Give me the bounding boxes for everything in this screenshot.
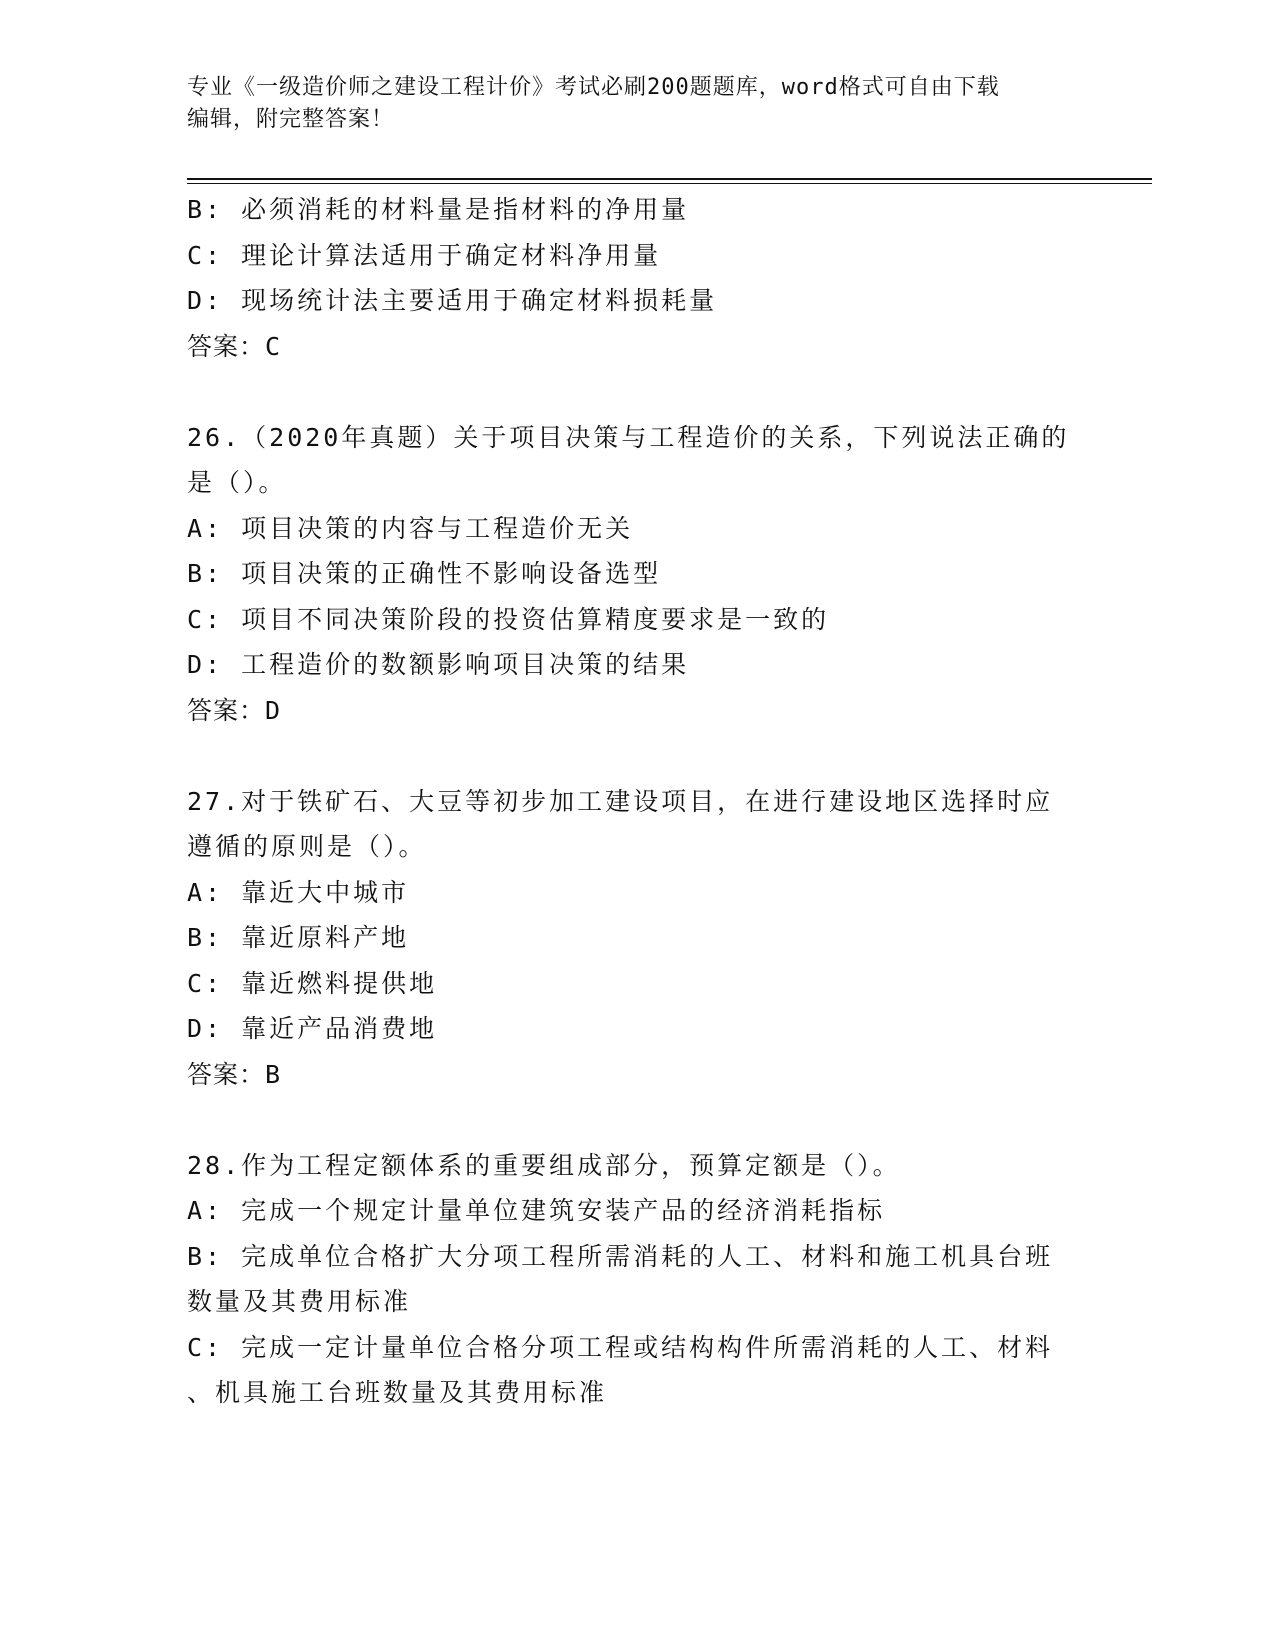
question-content [187, 187, 1087, 1416]
header-line-2: 编辑，附完整答案！ [187, 107, 395, 132]
header-divider-thick [187, 178, 1152, 180]
q27-option-a: A: 靠近大中城市 [187, 877, 410, 907]
q26-stem-line-2: 是（）。 [187, 468, 287, 497]
question-27 [187, 779, 1087, 1098]
q26-option-a: A: 项目决策的内容与工程造价无关 [187, 513, 634, 543]
q26-option-b: B: 项目决策的正确性不影响设备选型 [187, 559, 662, 588]
q28-option-b-line-2: 数量及其费用标准 [187, 1287, 412, 1316]
q28-option-c-line-2: 、机具施工台班数量及其费用标准 [187, 1378, 608, 1407]
q27-option-b: B: 靠近原料产地 [187, 923, 410, 952]
question-26 [187, 415, 1087, 734]
q25-option-c: C: 理论计算法适用于确定材料净用量 [187, 240, 662, 270]
q25-option-d: D: 现场统计法主要适用于确定材料损耗量 [187, 286, 718, 315]
q28-stem-line-1: 28.作为工程定额体系的重要组成部分，预算定额是（）。 [187, 1150, 901, 1180]
q27-option-c: C: 靠近燃料提供地 [187, 968, 438, 998]
q26-stem-line-1: 26.（2020年真题）关于项目决策与工程造价的关系，下列说法正确的 [187, 422, 1070, 452]
spacer [187, 1097, 1087, 1143]
header-divider-thin [187, 183, 1152, 184]
q25-answer: 答案：C [187, 331, 282, 361]
q28-option-b-line-1: B: 完成单位合格扩大分项工程所需消耗的人工、材料和施工机具台班 [187, 1241, 1054, 1271]
spacer [187, 733, 1087, 779]
document-header [187, 72, 1087, 136]
question-28 [187, 1143, 1087, 1416]
q25-option-b: B: 必须消耗的材料量是指材料的净用量 [187, 195, 690, 224]
q28-option-c-line-1: C: 完成一定计量单位合格分项工程或结构构件所需消耗的人工、材料 [187, 1332, 1054, 1362]
header-line-1: 专业《一级造价师之建设工程计价》考试必刷200题题库，word格式可自由下载 [187, 75, 1000, 100]
q26-option-d: D: 工程造价的数额影响项目决策的结果 [187, 650, 690, 679]
q27-stem-line-1: 27.对于铁矿石、大豆等初步加工建设项目，在进行建设地区选择时应 [187, 786, 1054, 816]
q26-option-c: C: 项目不同决策阶段的投资估算精度要求是一致的 [187, 604, 830, 634]
q26-answer: 答案：D [187, 695, 282, 725]
q28-option-a: A: 完成一个规定计量单位建筑安装产品的经济消耗指标 [187, 1196, 886, 1225]
q27-answer: 答案：B [187, 1059, 282, 1089]
q27-option-d: D: 靠近产品消费地 [187, 1014, 438, 1043]
q27-stem-line-2: 遵循的原则是（）。 [187, 832, 427, 861]
question-25 [187, 187, 1087, 369]
spacer [187, 369, 1087, 415]
